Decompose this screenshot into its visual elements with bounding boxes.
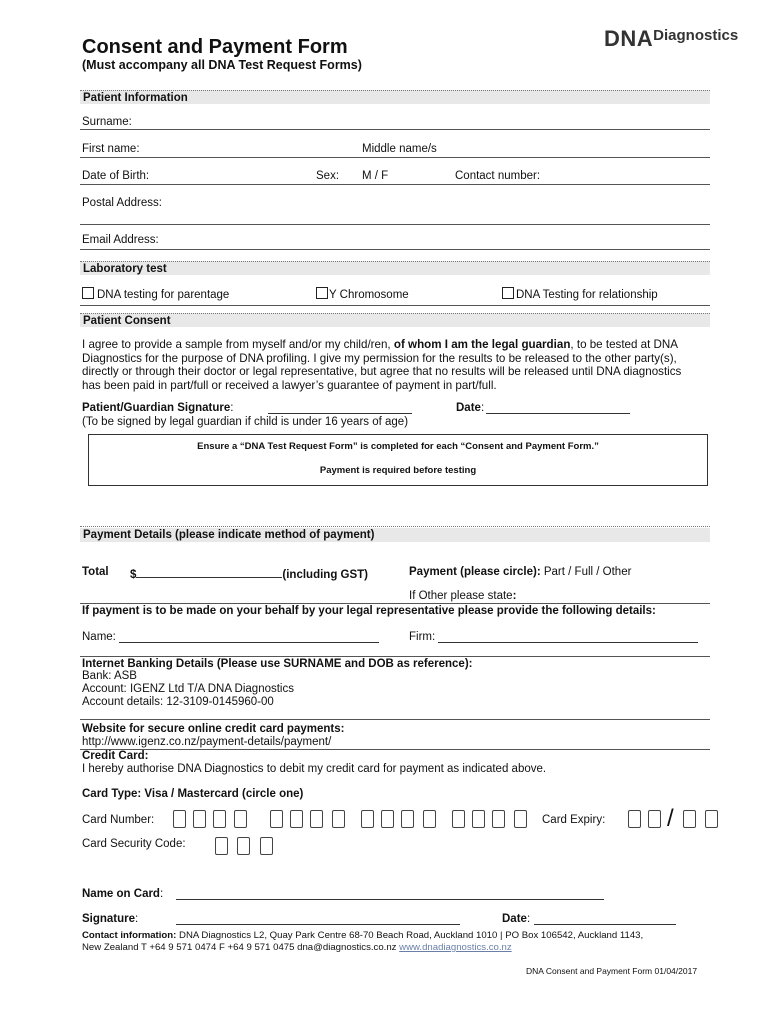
- card-authorise-text: I hereby authorise DNA Diagnostics to debit my credit card for payment as indicated above.: [82, 763, 547, 775]
- bank-account: Account: IGENZ Ltd T/A DNA Diagnostics: [82, 683, 294, 695]
- digit-box[interactable]: [310, 810, 323, 828]
- digit-box[interactable]: [260, 837, 273, 855]
- colon: :: [230, 402, 234, 414]
- divider: [80, 224, 710, 225]
- gst-note: (including GST): [282, 569, 369, 581]
- payment-method-row: [409, 566, 631, 578]
- payment-url[interactable]: http://www.igenz.co.nz/payment-details/payment/: [82, 736, 332, 748]
- postal-address-label: Postal Address:: [82, 197, 162, 209]
- digit-box[interactable]: [514, 810, 527, 828]
- dna-diagnostics-logo: [604, 26, 738, 52]
- digit-box[interactable]: [423, 810, 436, 828]
- digit-box[interactable]: [234, 810, 247, 828]
- digit-box[interactable]: [705, 810, 718, 828]
- name-on-card-row: [82, 888, 163, 900]
- lab-option-y-chromosome[interactable]: [316, 287, 409, 301]
- digit-box[interactable]: [215, 837, 228, 855]
- total-amount-field[interactable]: [136, 566, 282, 578]
- checkbox-icon[interactable]: [82, 287, 94, 299]
- total-label: Total: [82, 566, 109, 578]
- card-date-label: Date: [502, 913, 527, 925]
- name-on-card-label: Name on Card: [82, 888, 160, 900]
- contact-line-1: [82, 930, 643, 941]
- divider: [80, 129, 710, 130]
- lab-option-label: Y Chromosome: [329, 289, 409, 301]
- digit-box[interactable]: [401, 810, 414, 828]
- credit-card-heading: Credit Card:: [82, 750, 149, 762]
- divider: [80, 526, 710, 527]
- checkbox-icon[interactable]: [502, 287, 514, 299]
- signature-note: (To be signed by legal guardian if child is under 16 years of age): [82, 416, 409, 428]
- website-heading: Website for secure online credit card payments:: [82, 723, 345, 735]
- consent-date-field[interactable]: [486, 402, 630, 414]
- digit-box[interactable]: [628, 810, 641, 828]
- divider: [80, 603, 710, 604]
- rep-firm-label: Firm:: [409, 631, 436, 643]
- checkbox-icon[interactable]: [316, 287, 328, 299]
- card-expiry-label: Card Expiry:: [542, 814, 606, 826]
- other-state-row: [409, 590, 516, 602]
- card-date-field[interactable]: [534, 913, 676, 925]
- bank-name: Bank: ASB: [82, 670, 137, 682]
- surname-label: Surname:: [82, 116, 132, 128]
- divider: [80, 656, 710, 657]
- logo-dna-text: DNA: [604, 26, 654, 51]
- rep-name-label: Name:: [82, 631, 116, 643]
- total-amount-row: [130, 566, 368, 581]
- digit-box[interactable]: [237, 837, 250, 855]
- divider: [80, 749, 710, 750]
- expiry-separator: /: [667, 805, 674, 832]
- form-version: DNA Consent and Payment Form 01/04/2017: [526, 966, 698, 976]
- section-payment-details: Payment Details (please indicate method of payment): [80, 528, 710, 542]
- website-link[interactable]: www.dnadiagnostics.co.nz: [399, 942, 512, 953]
- digit-box[interactable]: [270, 810, 283, 828]
- colon: :: [512, 590, 517, 602]
- digit-box[interactable]: [683, 810, 696, 828]
- banking-heading: Internet Banking Details (Please use SURNAME and DOB as reference):: [82, 658, 473, 670]
- card-number-label: Card Number:: [82, 814, 155, 826]
- consent-date-label: Date: [456, 402, 481, 414]
- consent-text-bold: of whom I am the legal guardian: [393, 338, 571, 351]
- guardian-signature-label: Patient/Guardian Signature: [82, 402, 231, 414]
- lab-option-parentage[interactable]: [82, 287, 229, 301]
- rep-firm-field[interactable]: [438, 631, 698, 643]
- contact-line-2: [82, 942, 512, 953]
- digit-box[interactable]: [173, 810, 186, 828]
- divider: [80, 157, 710, 158]
- dollar-sign: $: [130, 569, 137, 581]
- card-type-label[interactable]: Card Type: Visa / Mastercard (circle one): [82, 788, 304, 800]
- consent-text: , to be tested at DNA Diagnostics for the purpose of DNA profiling. I give my permission for the results to be released to the other party(s), directly or through their doctor or legal representative, but agree that no results will be released until DNA diagnostics has been paid in part/full or received a lawyer’s guarantee of payment in part/full.: [82, 338, 682, 392]
- consent-date-row: [456, 402, 484, 414]
- sex-options[interactable]: M / F: [362, 170, 389, 182]
- notice-box: [88, 434, 708, 486]
- email-address-label: Email Address:: [82, 234, 159, 246]
- contact-label: Contact information:: [82, 930, 177, 941]
- digit-box[interactable]: [332, 810, 345, 828]
- consent-paragraph: [82, 338, 702, 392]
- notice-line-1: Ensure a “DNA Test Request Form” is completed for each “Consent and Payment Form.”: [197, 441, 599, 452]
- contact-address: DNA Diagnostics L2, Quay Park Centre 68-70 Beach Road, Auckland 1010 | PO Box 106542, Auckland 1143,: [176, 930, 644, 941]
- notice-line-2: Payment is required before testing: [319, 465, 477, 476]
- digit-box[interactable]: [381, 810, 394, 828]
- guardian-signature-row: [82, 402, 233, 414]
- other-state-label: If Other please state: [409, 590, 513, 602]
- security-code-label: Card Security Code:: [82, 838, 186, 850]
- lab-option-relationship[interactable]: [502, 287, 658, 301]
- first-name-label: First name:: [82, 143, 140, 155]
- sex-label: Sex:: [316, 170, 340, 182]
- divider: [80, 184, 710, 185]
- colon: :: [159, 888, 164, 900]
- legal-rep-instruction: If payment is to be made on your behalf by your legal representative please provide the following details:: [82, 605, 656, 617]
- digit-box[interactable]: [648, 810, 661, 828]
- digit-box[interactable]: [472, 810, 485, 828]
- rep-name-field[interactable]: [119, 631, 379, 643]
- dob-label: Date of Birth:: [82, 170, 150, 182]
- name-on-card-field[interactable]: [176, 888, 604, 900]
- payment-circle-label: Payment (please circle):: [409, 566, 541, 578]
- payment-options[interactable]: Part / Full / Other: [540, 566, 632, 578]
- digit-box[interactable]: [452, 810, 465, 828]
- colon: :: [480, 402, 485, 414]
- page-subtitle: (Must accompany all DNA Test Request Forms): [82, 58, 362, 72]
- digit-box[interactable]: [361, 810, 374, 828]
- section-patient-information: Patient Information: [80, 90, 710, 104]
- consent-text: I agree to provide a sample from myself and/or my child/ren,: [82, 338, 394, 351]
- card-signature-label: Signature: [82, 913, 136, 925]
- contact-phone-email: New Zealand T +64 9 571 0474 F +64 9 571 0475 dna@diagnostics.co.nz: [82, 942, 400, 953]
- card-signature-row: [82, 913, 138, 925]
- logo-diagnostics-text: Diagnostics: [653, 27, 739, 44]
- card-signature-field[interactable]: [176, 913, 460, 925]
- lab-option-label: DNA testing for parentage: [97, 289, 230, 301]
- colon: :: [526, 913, 531, 925]
- digit-box[interactable]: [213, 810, 226, 828]
- card-date-row: [502, 913, 530, 925]
- page-title: Consent and Payment Form: [82, 36, 348, 58]
- divider: [80, 249, 710, 250]
- digit-box[interactable]: [492, 810, 505, 828]
- guardian-signature-field[interactable]: [268, 402, 412, 414]
- bank-account-details: Account details: 12-3109-0145960-00: [82, 696, 274, 708]
- digit-box[interactable]: [290, 810, 303, 828]
- lab-option-label: DNA Testing for relationship: [516, 289, 658, 301]
- middle-names-label: Middle name/s: [362, 143, 437, 155]
- section-patient-consent: Patient Consent: [80, 313, 710, 327]
- divider: [80, 719, 710, 720]
- divider: [80, 305, 710, 306]
- contact-number-label: Contact number:: [455, 170, 541, 182]
- digit-box[interactable]: [193, 810, 206, 828]
- section-laboratory-test: Laboratory test: [80, 261, 710, 275]
- colon: :: [135, 913, 139, 925]
